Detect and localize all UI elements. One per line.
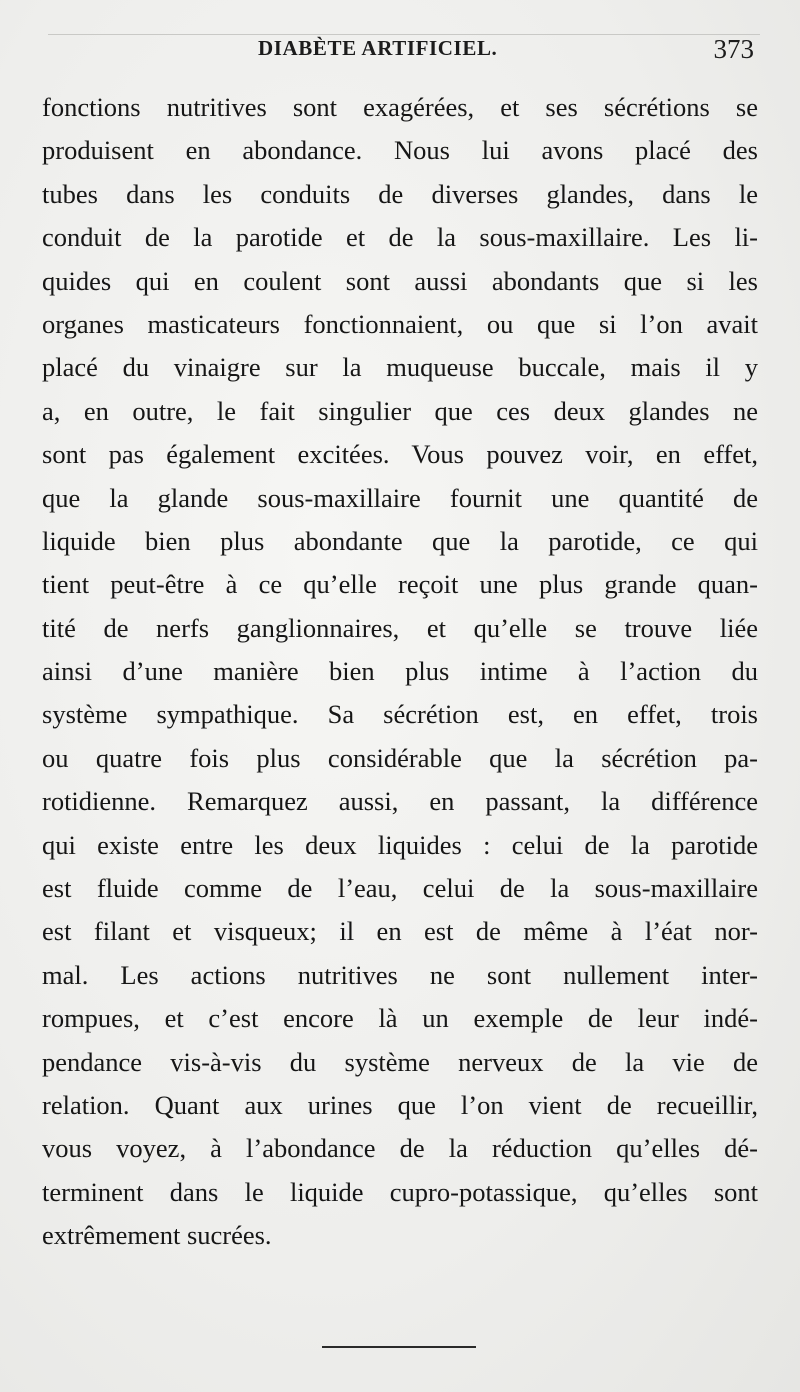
text-line: mal. Les actions nutritives ne sont nullement inter- xyxy=(42,959,758,990)
text-line: système sympathique. Sa sécrétion est, en effet, trois xyxy=(42,699,758,730)
body-text xyxy=(42,86,758,1266)
text-line: placé du vinaigre sur la muqueuse buccale, mais il y xyxy=(42,352,758,383)
text-line: pendance vis-à-vis du système nerveux de la vie de xyxy=(42,1046,758,1077)
text-line: relation. Quant aux urines que l’on vient de recueillir, xyxy=(42,1089,758,1120)
text-line: liquide bien plus abondante que la parotide, ce qui xyxy=(42,525,758,556)
text-line: que la glande sous-maxillaire fournit une quantité de xyxy=(42,482,758,513)
text-line-last: extrêmement sucrées. xyxy=(42,1220,272,1251)
text-line: terminent dans le liquide cupro-potassique, qu’elles sont xyxy=(42,1176,758,1207)
text-line: ainsi d’une manière bien plus intime à l’action du xyxy=(42,656,758,687)
header-rule xyxy=(48,34,760,35)
text-line: organes masticateurs fonctionnaient, ou que si l’on avait xyxy=(42,308,758,339)
text-line: qui existe entre les deux liquides : celui de la parotide xyxy=(42,829,758,860)
text-line: tubes dans les conduits de diverses glandes, dans le xyxy=(42,178,758,209)
text-line: tient peut-être à ce qu’elle reçoit une plus grande quan- xyxy=(42,569,758,600)
text-line: est filant et visqueux; il en est de même à l’éat nor- xyxy=(42,916,758,947)
running-head: DIABÈTE ARTIFICIEL. xyxy=(258,36,498,60)
text-line: rompues, et c’est encore là un exemple de leur indé- xyxy=(42,1003,758,1034)
text-line: est fluide comme de l’eau, celui de la sous-maxillaire xyxy=(42,873,758,904)
text-line: produisent en abondance. Nous lui avons placé des xyxy=(42,135,758,166)
page-number: 373 xyxy=(713,34,754,64)
text-line: ou quatre fois plus considérable que la sécrétion pa- xyxy=(42,742,758,773)
text-line: vous voyez, à l’abondance de la réduction qu’elles dé- xyxy=(42,1133,758,1164)
text-line: rotidienne. Remarquez aussi, en passant, la différence xyxy=(42,786,758,817)
end-rule xyxy=(322,1346,476,1348)
text-line: tité de nerfs ganglionnaires, et qu’elle se trouve liée xyxy=(42,612,758,643)
text-line: fonctions nutritives sont exagérées, et ses sécrétions se xyxy=(42,92,758,122)
text-line: a, en outre, le fait singulier que ces deux glandes ne xyxy=(42,395,758,426)
text-line: sont pas également excitées. Vous pouvez voir, en effet, xyxy=(42,439,758,470)
text-line: conduit de la parotide et de la sous-maxillaire. Les li- xyxy=(42,222,758,253)
text-line: quides qui en coulent sont aussi abondants que si les xyxy=(42,265,758,296)
